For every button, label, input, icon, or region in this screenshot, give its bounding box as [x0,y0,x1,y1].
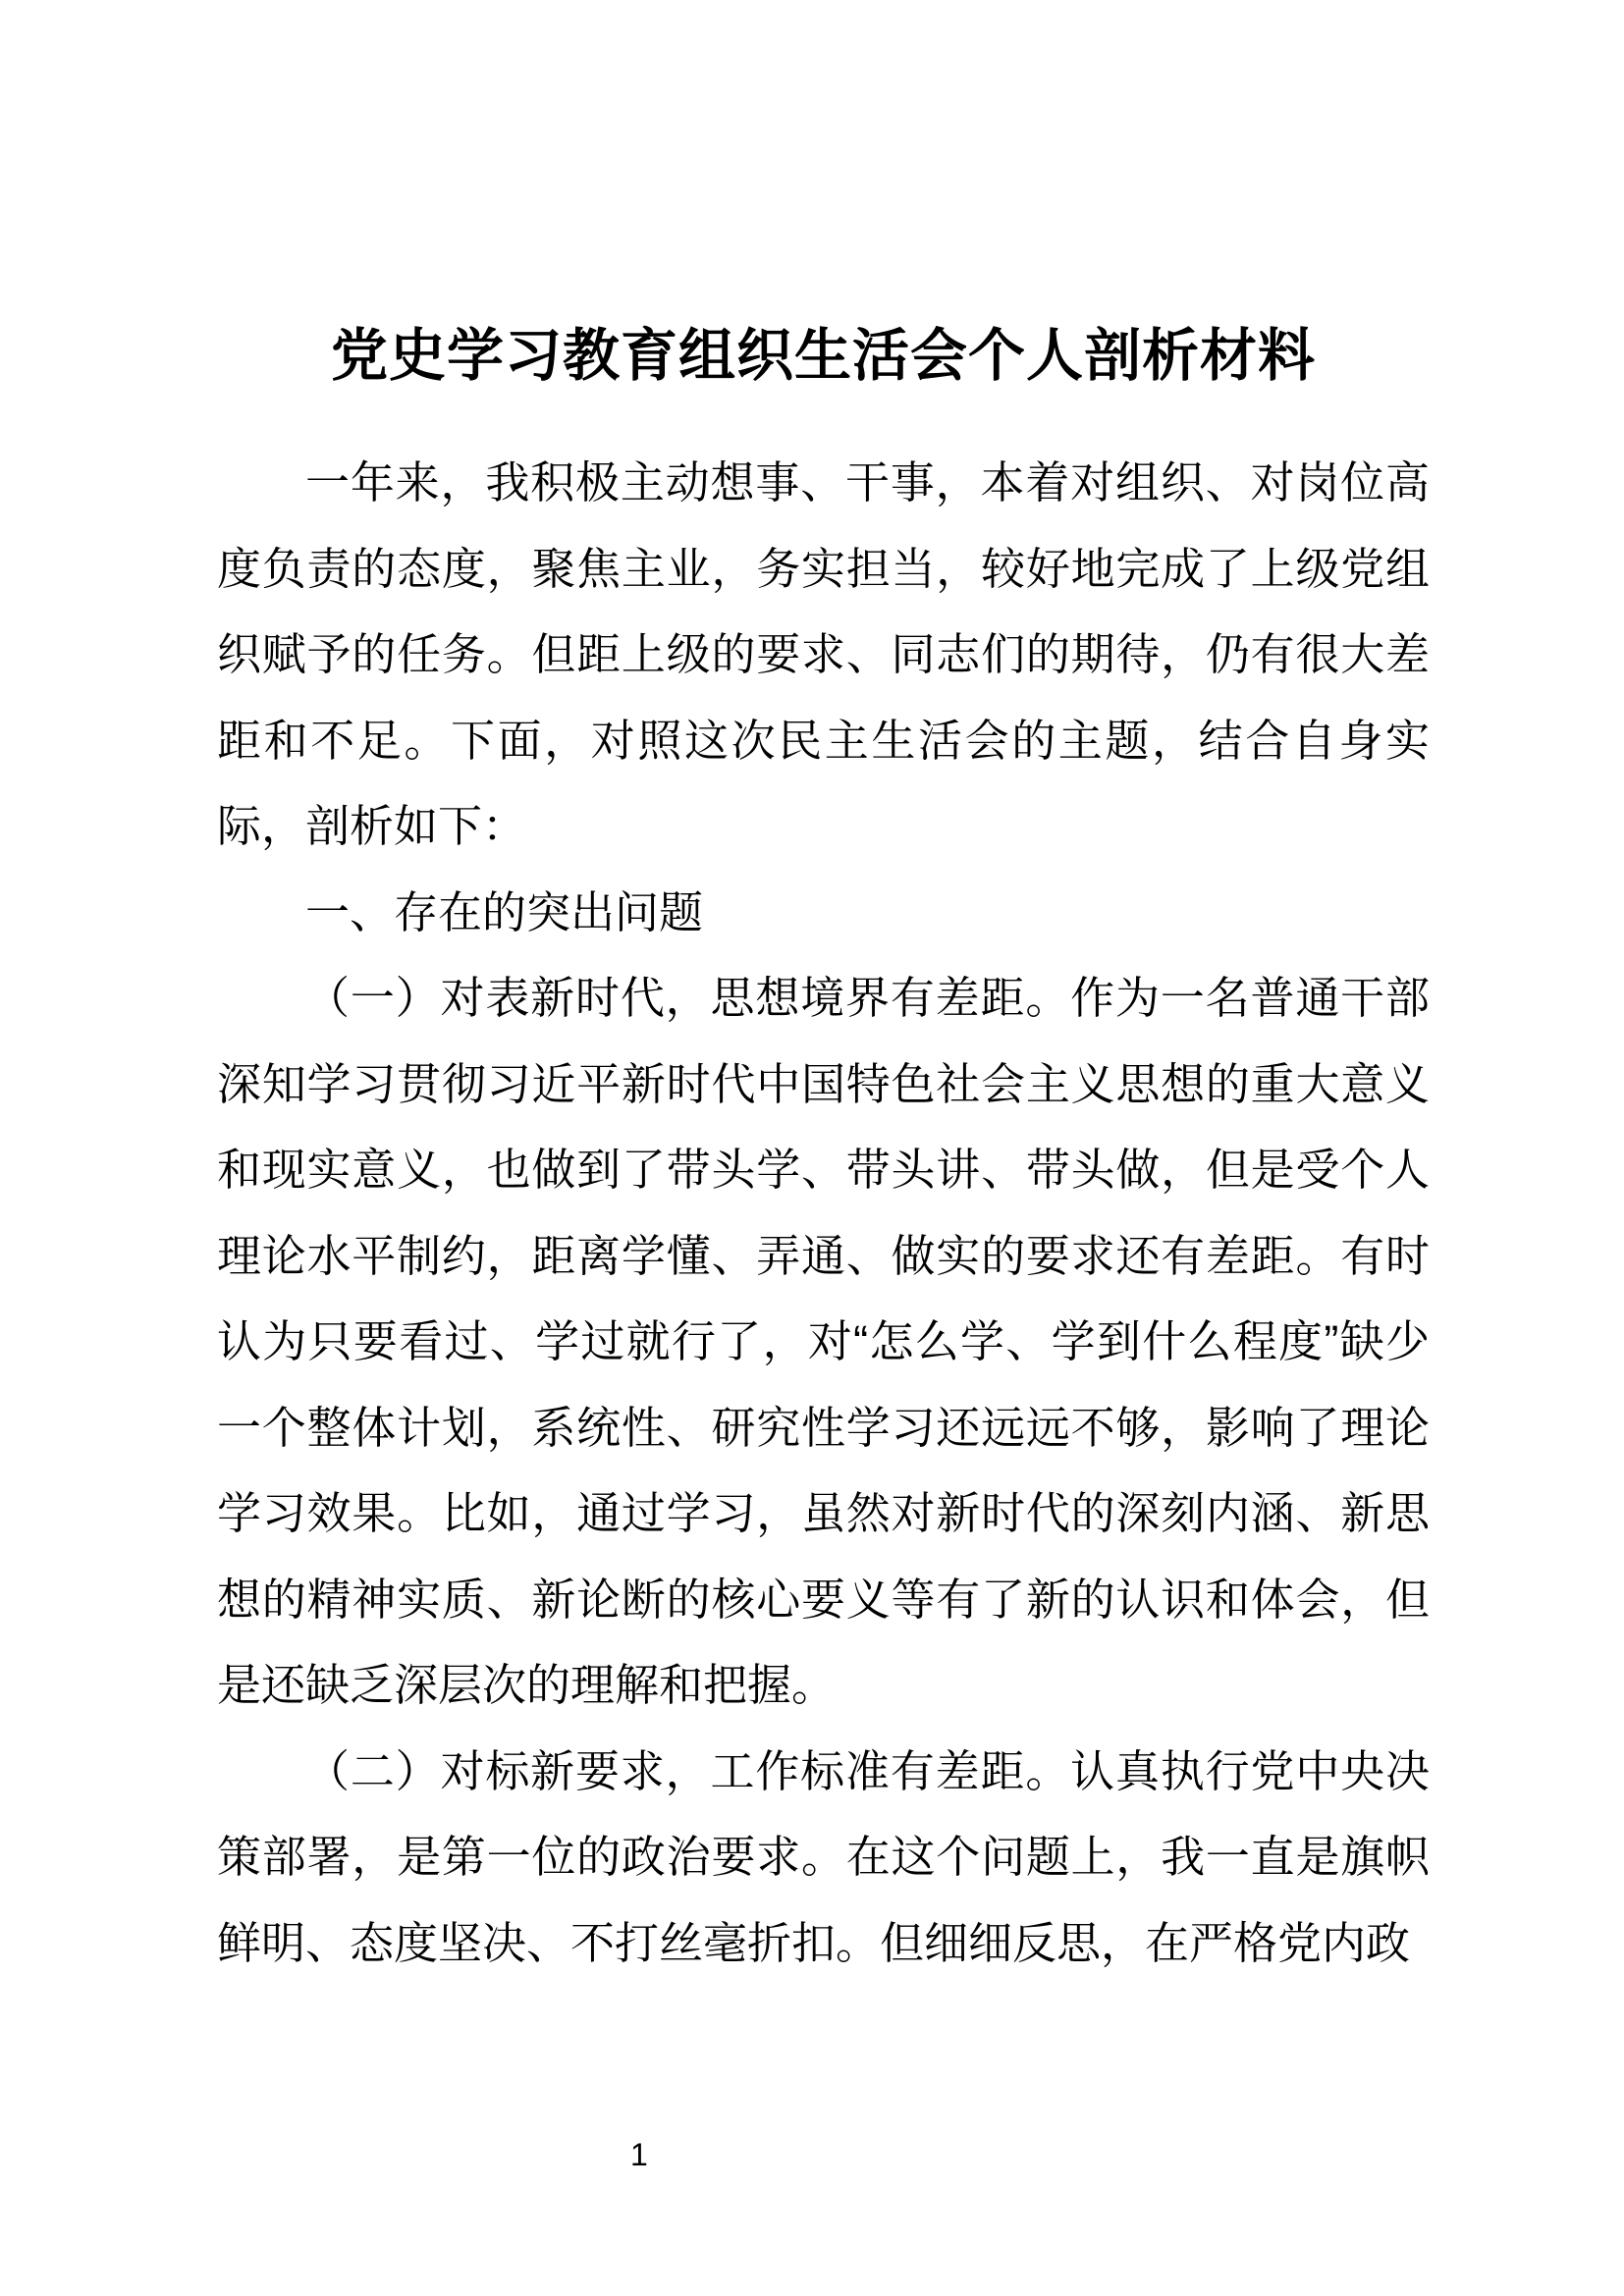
paragraph: （一）对表新时代，思想境界有差距。作为一名普通干部深知学习贯彻习近平新时代中国特色社会主义思想的重大意义和现实意义，也做到了带头学、带头讲、带头做，但是受个人理论水平制约，距离学懂、弄通、做实的要求还有差距。有时认为只要看过、学过就行了，对“怎么学、学到什么程度”缺少一个整体计划，系统性、研究性学习还远远不够，影响了理论学习效果。比如，通过学习，虽然对新时代的深刻内涵、新思想的精神实质、新论断的核心要义等有了新的认识和体会，但是还缺乏深层次的理解和把握。 [217,973,1430,1710]
document-title: 党史学习教育组织生活会个人剖析材料 [330,324,1316,388]
document-body [217,440,1430,1986]
page-number: 1 [630,2137,648,2172]
page-footer [630,2135,648,2174]
paragraph: （二）对标新要求，工作标准有差距。认真执行党中央决策部署，是第一位的政治要求。在这个问题上，我一直是旗帜鲜明、态度坚决、不打丝毫折扣。但细细反思，在严格党内政 [217,1745,1430,1968]
section-heading: 一、存在的突出问题 [305,886,704,937]
paragraph: 一年来，我积极主动想事、干事，本着对组织、对岗位高度负责的态度，聚焦主业，务实担当，较好地完成了上级党组织赋予的任务。但距上级的要求、同志们的期待，仍有很大差距和不足。下面，对照这次民主生活会的主题，结合自身实际，剖析如下： [217,457,1430,851]
